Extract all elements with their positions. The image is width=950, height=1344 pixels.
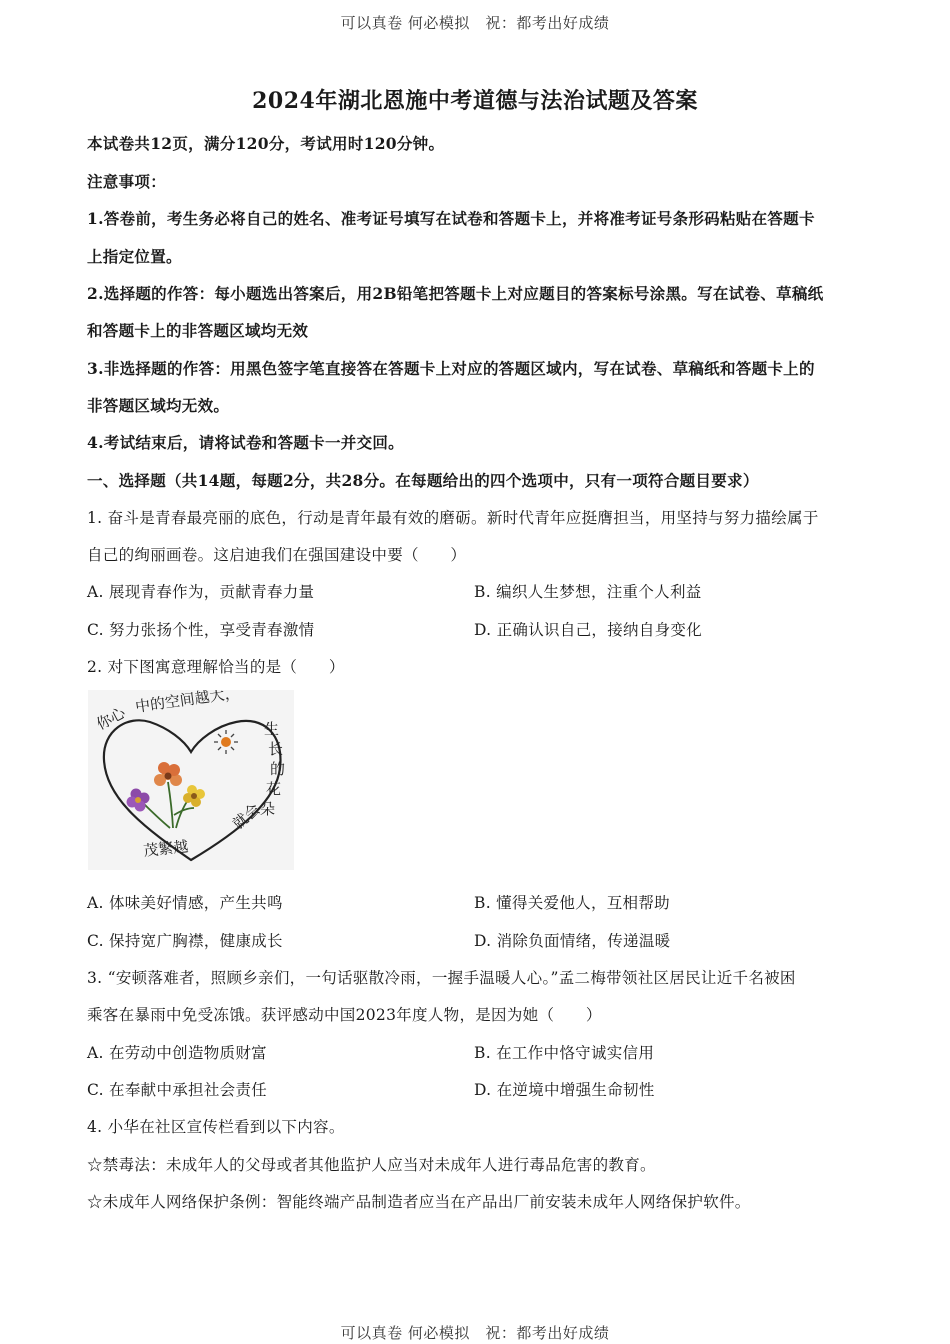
notice-line: 非答题区域均无效。 — [87, 396, 230, 415]
question-3-stem: 3. “安顿落难者，照顾乡亲们，一句话驱散冷雨，一握手温暖人心。”孟二梅带领社区居民让近千名被困 — [87, 969, 796, 987]
question-4-item: ☆禁毒法：未成年人的父母或者其他监护人应当对未成年人进行毒品危害的教育。 — [87, 1156, 656, 1174]
notice-line: 3.非选择题的作答：用黑色签字笔直接答在答题卡上对应的答题区域内，写在试卷、草稿纸和答题卡上的 — [87, 359, 815, 378]
notice-line: 1.答卷前，考生务必将自己的姓名、准考证号填写在试卷和答题卡上，并将准考证号条形码粘贴在答题卡 — [87, 209, 815, 228]
svg-text:生: 生 — [264, 720, 280, 738]
q2-option-b: B. 懂得关爱他人，互相帮助 — [474, 894, 670, 912]
question-1-stem: 1. 奋斗是青春最亮丽的底色，行动是青年最有效的磨砺。新时代青年应挺膺担当，用坚持与努力描绘属于 — [87, 509, 819, 527]
page-footer: 可以真卷 何必模拟 祝：都考出好成绩 — [340, 1324, 610, 1342]
svg-text:朵: 朵 — [260, 800, 276, 818]
q1-option-b: B. 编织人生梦想，注重个人利益 — [474, 583, 702, 601]
q2-option-a: A. 体味美好情感，产生共鸣 — [87, 894, 283, 912]
svg-text:你心: 你心 — [93, 703, 129, 734]
section-heading: 一、选择题（共14题，每题2分，共28分。在每题给出的四个选项中，只有一项符合题目要求） — [87, 471, 759, 490]
question-3-stem: 乘客在暴雨中免受冻饿。获评感动中国2023年度人物，是因为她（ ） — [87, 1006, 602, 1024]
svg-text:中的空间越大，: 中的空间越大， — [134, 690, 241, 716]
q1-option-a: A. 展现青春作为，贡献青春力量 — [87, 583, 315, 601]
q1-option-c: C. 努力张扬个性，享受青春激情 — [87, 621, 315, 639]
notice-heading: 注意事项： — [87, 172, 167, 191]
svg-text:就会: 就会 — [229, 799, 264, 834]
question-1-stem: 自己的绚丽画卷。这启迪我们在强国建设中要（ ） — [87, 546, 467, 564]
q2-option-c: C. 保持宽广胸襟，健康成长 — [87, 932, 283, 950]
heart-flower-illustration — [88, 690, 294, 870]
exam-intro: 本试卷共12页，满分120分，考试用时120分钟。 — [87, 134, 445, 153]
notice-line: 上指定位置。 — [87, 247, 182, 266]
q1-option-d: D. 正确认识自己，接纳自身变化 — [474, 621, 703, 639]
q3-option-b: B. 在工作中恪守诚实信用 — [474, 1044, 655, 1062]
notice-line: 2.选择题的作答：每小题选出答案后，用2B铅笔把答题卡上对应题目的答案标号涂黑。写在试卷、草稿纸 — [87, 284, 824, 303]
notice-line: 4.考试结束后，请将试卷和答题卡一并交回。 — [87, 433, 404, 452]
question-4-item: ☆未成年人网络保护条例：智能终端产品制造者应当在产品出厂前安装未成年人网络保护软件。 — [87, 1193, 751, 1211]
question-4-stem: 4. 小华在社区宣传栏看到以下内容。 — [87, 1118, 345, 1136]
page-header: 可以真卷 何必模拟 祝：都考出好成绩 — [340, 14, 610, 32]
q3-option-c: C. 在奉献中承担社会责任 — [87, 1081, 268, 1099]
svg-text:长: 长 — [268, 740, 284, 758]
q3-option-a: A. 在劳动中创造物质财富 — [87, 1044, 267, 1062]
notice-line: 和答题卡上的非答题区域均无效 — [87, 321, 309, 340]
q2-option-d: D. 消除负面情绪，传递温暖 — [474, 932, 671, 950]
q3-option-d: D. 在逆境中增强生命韧性 — [474, 1081, 655, 1099]
svg-text:茂繁越: 茂繁越 — [142, 837, 190, 860]
page-title: 2024年湖北恩施中考道德与法治试题及答案 — [252, 88, 698, 114]
svg-text:花: 花 — [266, 780, 282, 798]
svg-text:的: 的 — [270, 760, 286, 778]
question-2-stem: 2. 对下图寓意理解恰当的是（ ） — [87, 658, 345, 676]
